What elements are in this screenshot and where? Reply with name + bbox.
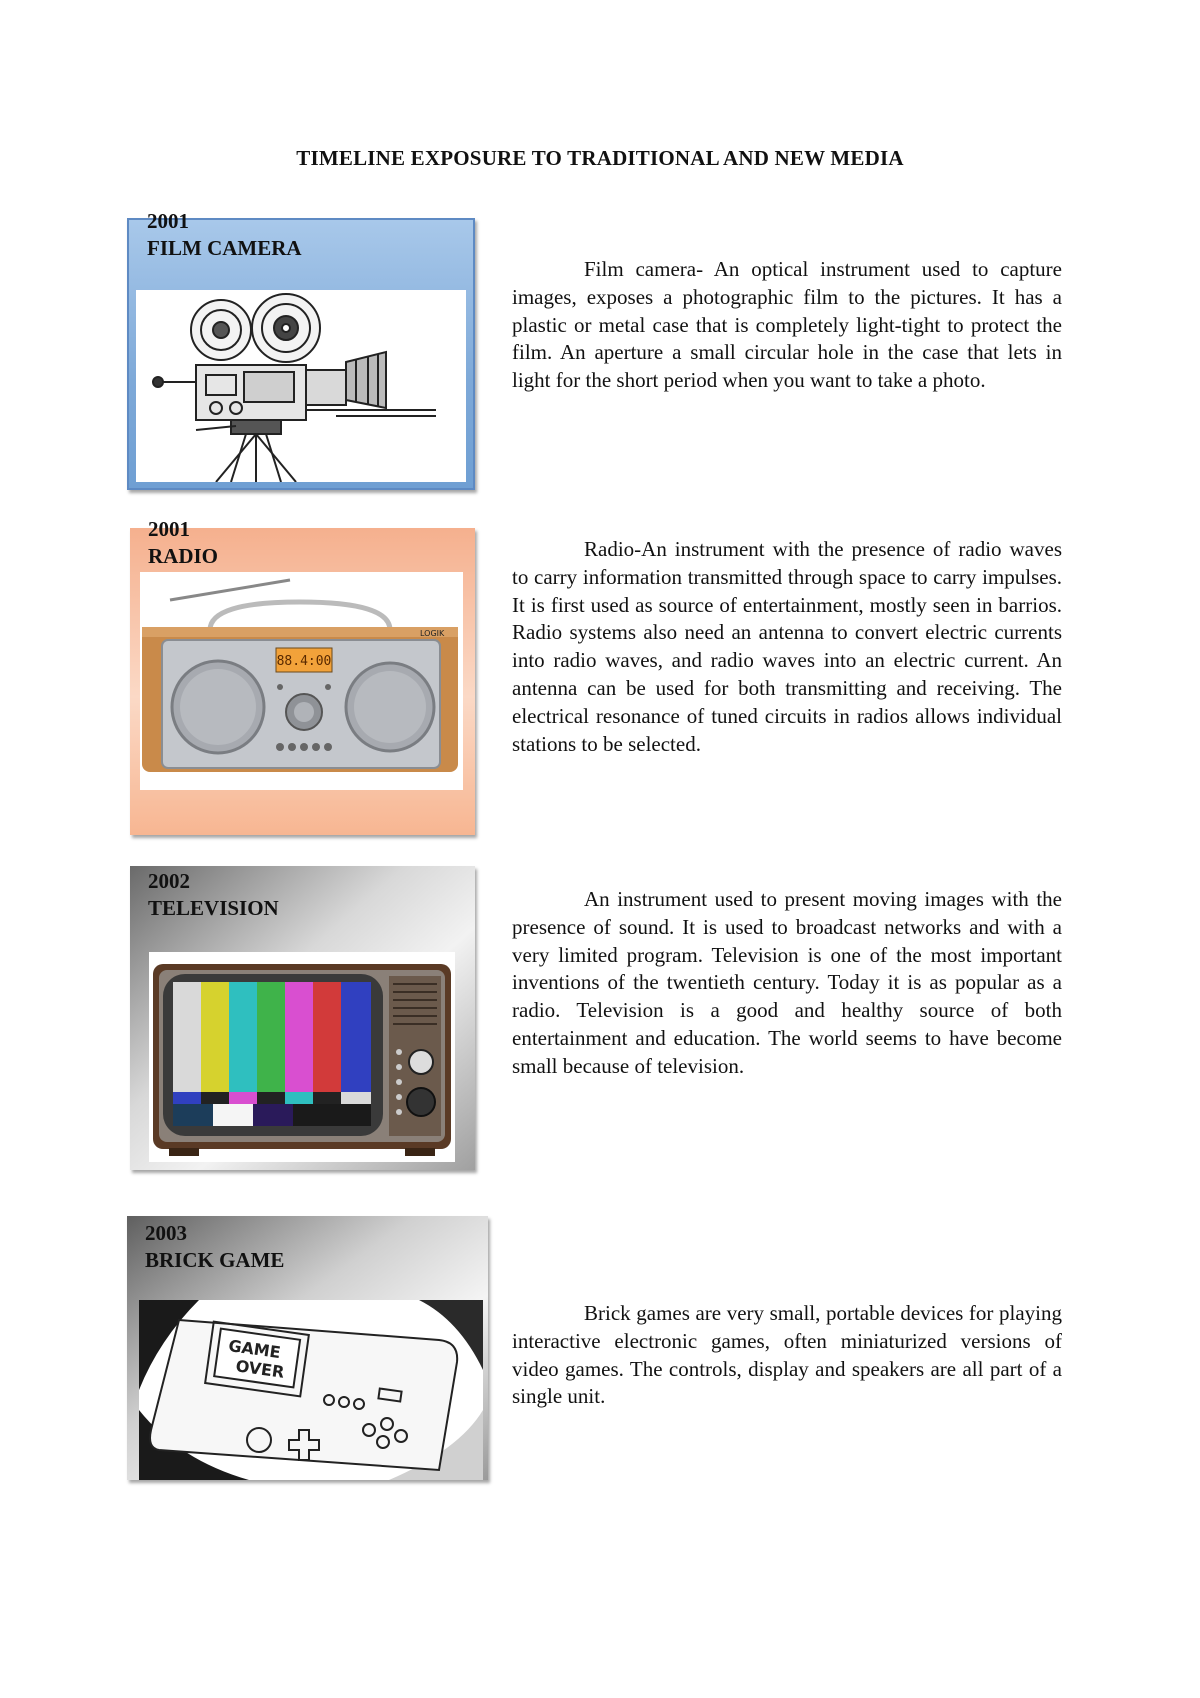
radio-heading bbox=[148, 516, 218, 570]
brick-game-description: Brick games are very small, portable devices for playing interactive electronic games, often miniaturized versions of video games. The controls, display and speakers are all part of a single unit. bbox=[512, 1301, 1062, 1409]
radio-display-text: 88.4:00 bbox=[276, 654, 332, 669]
radio-year: 2001 bbox=[148, 517, 190, 541]
television-description: An instrument used to present moving images with the presence of sound. It is used to broadcast networks and with a very limited program. Television is one of the most important inventions of the twentieth century. Today it is as popular as a radio. Television is a good and healthy source of both entertainment and education. The world seems to have become small because of television. bbox=[512, 887, 1062, 1078]
film-camera-year: 2001 bbox=[147, 209, 189, 233]
television-card bbox=[130, 866, 475, 1170]
film-camera-image bbox=[136, 290, 466, 482]
film-camera-heading bbox=[147, 208, 302, 262]
brick-game-icon bbox=[139, 1300, 483, 1480]
radio-description: Radio-An instrument with the presence of radio waves to carry information transmitted through space to carry impulses. It is first used as source of entertainment, mostly seen in barrios. Radio systems also need an antenna to convert electric currents into radio waves, and radio waves into an electric current. An antenna can be used for both transmitting and receiving. The electrical resonance of tuned circuits in radios allows individual stations to be selected. bbox=[512, 537, 1062, 756]
brick-game-screen-text-2: OVER bbox=[234, 1356, 286, 1382]
brick-game-image bbox=[139, 1300, 483, 1480]
radio-title: RADIO bbox=[148, 544, 219, 568]
television-image bbox=[149, 952, 455, 1162]
radio-card bbox=[130, 517, 475, 835]
radio-image bbox=[140, 572, 463, 790]
radio-brand-text: LOGIK bbox=[420, 629, 445, 638]
brick-game-card bbox=[127, 1216, 488, 1480]
brick-game-heading bbox=[145, 1220, 284, 1274]
page-title: TIMELINE EXPOSURE TO TRADITIONAL AND NEW MEDIA bbox=[296, 146, 904, 170]
brick-game-year: 2003 bbox=[145, 1221, 187, 1245]
television-heading bbox=[148, 868, 279, 922]
film-camera-card bbox=[127, 209, 475, 490]
brick-game-screen-text-1: GAME bbox=[227, 1336, 282, 1363]
film-camera-description: Film camera- An optical instrument used to capture images, exposes a photographic film to the pictures. It has a plastic or metal case that is completely light-tight to protect the film. An aperture a small circular hole in the case that lets in light for the short period when you want to take a photo. bbox=[512, 257, 1062, 393]
radio-icon bbox=[140, 572, 463, 790]
brick-game-title: BRICK GAME bbox=[145, 1248, 285, 1272]
film-camera-icon bbox=[136, 290, 466, 482]
television-title: TELEVISION bbox=[148, 896, 279, 920]
television-icon bbox=[149, 952, 455, 1162]
film-camera-title: FILM CAMERA bbox=[147, 236, 302, 260]
television-year: 2002 bbox=[148, 869, 190, 893]
